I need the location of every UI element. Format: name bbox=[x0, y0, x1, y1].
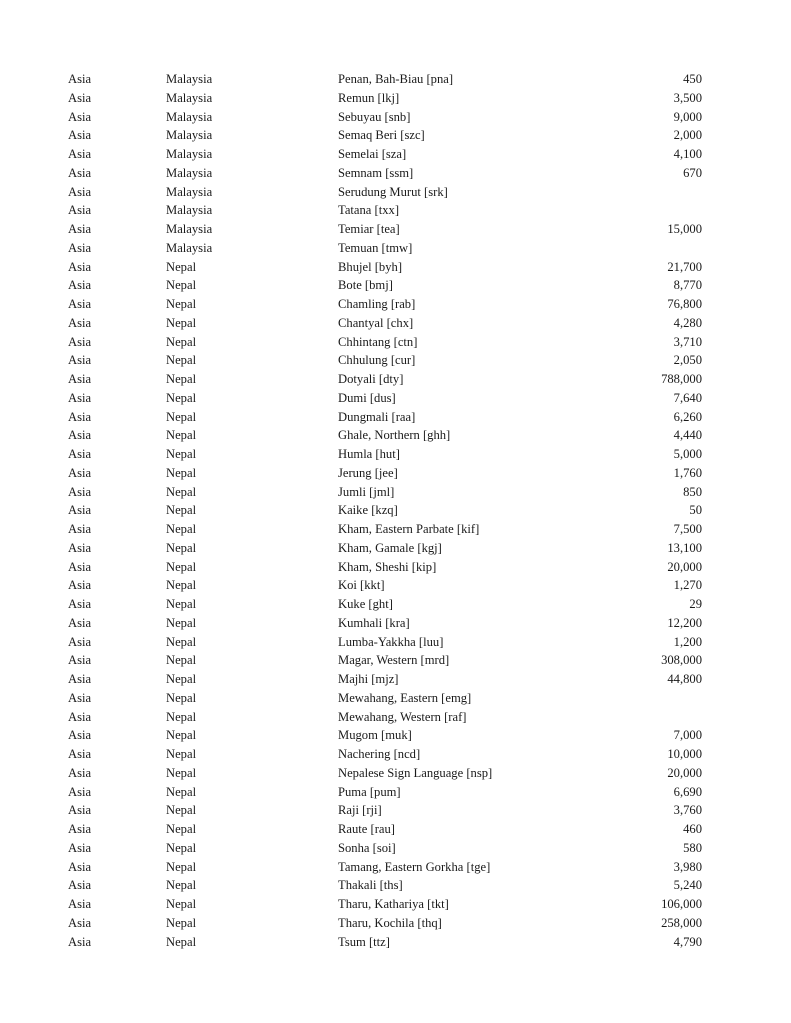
table-row bbox=[0, 295, 791, 314]
table-row bbox=[0, 858, 791, 877]
language-table bbox=[0, 70, 791, 951]
language-cell: Chhintang [ctn] bbox=[338, 334, 418, 349]
country-cell: Malaysia bbox=[166, 72, 213, 86]
language-cell: Thakali [ths] bbox=[338, 878, 403, 893]
region-cell: Asia bbox=[68, 803, 92, 818]
language-cell: Koi [kkt] bbox=[338, 578, 385, 593]
table-row bbox=[0, 933, 791, 952]
country-cell: Nepal bbox=[166, 522, 197, 536]
population-cell: 4,440 bbox=[673, 428, 702, 443]
population-cell: 5,000 bbox=[673, 447, 702, 461]
country-cell: Nepal bbox=[166, 653, 197, 668]
table-row bbox=[0, 914, 791, 933]
region-cell: Asia bbox=[68, 109, 92, 124]
language-cell: Mewahang, Western [raf] bbox=[338, 709, 467, 724]
country-cell: Nepal bbox=[166, 728, 197, 743]
language-cell: Tharu, Kathariya [tkt] bbox=[338, 897, 449, 911]
language-cell: Tharu, Kochila [thq] bbox=[338, 915, 442, 930]
language-cell: Tsum [ttz] bbox=[338, 934, 390, 949]
language-cell: Raji [rji] bbox=[338, 803, 382, 818]
language-cell: Bote [bmj] bbox=[338, 278, 393, 293]
country-cell: Malaysia bbox=[166, 147, 213, 161]
population-cell: 580 bbox=[683, 840, 702, 855]
population-cell: 460 bbox=[683, 822, 702, 836]
population-cell: 8,770 bbox=[673, 278, 702, 293]
language-cell: Ghale, Northern [ghh] bbox=[338, 428, 451, 443]
table-row bbox=[0, 89, 791, 108]
population-cell: 6,690 bbox=[673, 784, 702, 799]
country-cell: Nepal bbox=[166, 315, 197, 330]
country-cell: Malaysia bbox=[166, 128, 213, 143]
region-cell: Asia bbox=[68, 503, 92, 518]
region-cell: Asia bbox=[68, 203, 92, 218]
table-row bbox=[0, 651, 791, 670]
table-row bbox=[0, 876, 791, 895]
table-row bbox=[0, 258, 791, 277]
region-cell: Asia bbox=[68, 840, 92, 855]
region-cell: Asia bbox=[68, 315, 92, 330]
table-row bbox=[0, 895, 791, 914]
country-cell: Nepal bbox=[166, 915, 197, 930]
table-row bbox=[0, 670, 791, 689]
region-cell: Asia bbox=[68, 653, 92, 668]
population-cell: 788,000 bbox=[661, 372, 702, 386]
region-cell: Asia bbox=[68, 822, 92, 836]
population-cell: 7,500 bbox=[673, 522, 702, 536]
population-cell: 3,710 bbox=[673, 334, 702, 349]
table-row bbox=[0, 745, 791, 764]
population-cell: 3,500 bbox=[673, 90, 702, 105]
language-cell: Raute [rau] bbox=[338, 822, 395, 836]
language-cell: Sebuyau [snb] bbox=[338, 109, 411, 124]
language-cell: Temuan [tmw] bbox=[338, 240, 413, 255]
language-cell: Mewahang, Eastern [emg] bbox=[338, 690, 472, 705]
region-cell: Asia bbox=[68, 672, 92, 686]
language-cell: Chamling [rab] bbox=[338, 297, 416, 311]
table-row bbox=[0, 520, 791, 539]
table-row bbox=[0, 333, 791, 352]
language-cell: Dungmali [raa] bbox=[338, 409, 416, 424]
country-cell: Nepal bbox=[166, 447, 197, 461]
population-cell: 3,980 bbox=[673, 859, 702, 874]
table-row bbox=[0, 426, 791, 445]
region-cell: Asia bbox=[68, 859, 92, 874]
table-row bbox=[0, 801, 791, 820]
language-cell: Chantyal [chx] bbox=[338, 315, 414, 330]
region-cell: Asia bbox=[68, 747, 92, 761]
table-row bbox=[0, 164, 791, 183]
population-cell: 20,000 bbox=[667, 559, 702, 574]
region-cell: Asia bbox=[68, 465, 92, 480]
region-cell: Asia bbox=[68, 184, 92, 199]
population-cell: 450 bbox=[683, 72, 702, 86]
table-row bbox=[0, 464, 791, 483]
country-cell: Nepal bbox=[166, 540, 197, 555]
language-cell: Kham, Eastern Parbate [kif] bbox=[338, 522, 480, 536]
table-row bbox=[0, 501, 791, 520]
language-cell: Nachering [ncd] bbox=[338, 747, 421, 761]
language-cell: Jerung [jee] bbox=[338, 465, 398, 480]
region-cell: Asia bbox=[68, 447, 92, 461]
language-cell: Semelai [sza] bbox=[338, 147, 407, 161]
language-cell: Serudung Murut [srk] bbox=[338, 184, 448, 199]
language-cell: Nepalese Sign Language [nsp] bbox=[338, 765, 493, 780]
language-cell: Lumba-Yakkha [luu] bbox=[338, 634, 444, 649]
country-cell: Nepal bbox=[166, 559, 197, 574]
table-row bbox=[0, 183, 791, 202]
population-cell: 7,640 bbox=[673, 390, 702, 405]
language-cell: Remun [lkj] bbox=[338, 90, 400, 105]
population-cell: 2,050 bbox=[673, 353, 702, 368]
country-cell: Nepal bbox=[166, 390, 197, 405]
population-cell: 12,200 bbox=[667, 615, 702, 630]
table-row bbox=[0, 483, 791, 502]
region-cell: Asia bbox=[68, 165, 92, 180]
region-cell: Asia bbox=[68, 128, 92, 143]
language-cell: Dumi [dus] bbox=[338, 390, 396, 405]
region-cell: Asia bbox=[68, 615, 92, 630]
population-cell: 1,270 bbox=[673, 578, 702, 593]
population-cell: 106,000 bbox=[661, 897, 702, 911]
table-row bbox=[0, 558, 791, 577]
region-cell: Asia bbox=[68, 259, 92, 274]
region-cell: Asia bbox=[68, 278, 92, 293]
region-cell: Asia bbox=[68, 915, 92, 930]
country-cell: Nepal bbox=[166, 859, 197, 874]
population-cell: 13,100 bbox=[667, 540, 702, 555]
country-cell: Nepal bbox=[166, 578, 197, 593]
population-cell: 4,280 bbox=[673, 315, 702, 330]
population-cell: 7,000 bbox=[673, 728, 702, 743]
region-cell: Asia bbox=[68, 934, 92, 949]
population-cell: 20,000 bbox=[667, 765, 702, 780]
region-cell: Asia bbox=[68, 728, 92, 743]
table-row bbox=[0, 145, 791, 164]
population-cell: 29 bbox=[689, 597, 702, 611]
table-row bbox=[0, 408, 791, 427]
country-cell: Nepal bbox=[166, 428, 197, 443]
region-cell: Asia bbox=[68, 765, 92, 780]
table-row bbox=[0, 370, 791, 389]
region-cell: Asia bbox=[68, 897, 92, 911]
country-cell: Malaysia bbox=[166, 165, 213, 180]
country-cell: Nepal bbox=[166, 353, 197, 368]
population-cell: 6,260 bbox=[673, 409, 702, 424]
region-cell: Asia bbox=[68, 878, 92, 893]
table-row bbox=[0, 783, 791, 802]
population-cell: 1,200 bbox=[673, 634, 702, 649]
region-cell: Asia bbox=[68, 353, 92, 368]
population-cell: 50 bbox=[689, 503, 702, 518]
region-cell: Asia bbox=[68, 784, 92, 799]
population-cell: 258,000 bbox=[661, 915, 702, 930]
country-cell: Nepal bbox=[166, 615, 197, 630]
region-cell: Asia bbox=[68, 428, 92, 443]
country-cell: Nepal bbox=[166, 803, 197, 818]
language-cell: Temiar [tea] bbox=[338, 222, 400, 236]
population-cell: 44,800 bbox=[667, 672, 702, 686]
country-cell: Nepal bbox=[166, 897, 197, 911]
language-cell: Sonha [soi] bbox=[338, 840, 396, 855]
country-cell: Nepal bbox=[166, 372, 197, 386]
country-cell: Nepal bbox=[166, 503, 197, 518]
table-row bbox=[0, 445, 791, 464]
table-row bbox=[0, 820, 791, 839]
language-cell: Puma [pum] bbox=[338, 784, 401, 799]
language-cell: Kumhali [kra] bbox=[338, 615, 410, 630]
country-cell: Nepal bbox=[166, 878, 197, 893]
country-cell: Nepal bbox=[166, 690, 197, 705]
table-row bbox=[0, 108, 791, 127]
language-cell: Semaq Beri [szc] bbox=[338, 128, 425, 143]
population-cell: 308,000 bbox=[661, 653, 702, 668]
population-cell: 4,790 bbox=[673, 934, 702, 949]
language-cell: Chhulung [cur] bbox=[338, 353, 416, 368]
population-cell: 670 bbox=[683, 165, 702, 180]
table-row bbox=[0, 614, 791, 633]
region-cell: Asia bbox=[68, 578, 92, 593]
country-cell: Nepal bbox=[166, 465, 197, 480]
country-cell: Nepal bbox=[166, 840, 197, 855]
language-cell: Dotyali [dty] bbox=[338, 372, 404, 386]
population-cell: 15,000 bbox=[667, 222, 702, 236]
region-cell: Asia bbox=[68, 690, 92, 705]
table-row bbox=[0, 633, 791, 652]
country-cell: Nepal bbox=[166, 672, 197, 686]
language-cell: Magar, Western [mrd] bbox=[338, 653, 450, 668]
region-cell: Asia bbox=[68, 390, 92, 405]
country-cell: Nepal bbox=[166, 784, 197, 799]
region-cell: Asia bbox=[68, 409, 92, 424]
table-row bbox=[0, 201, 791, 220]
country-cell: Nepal bbox=[166, 822, 197, 836]
region-cell: Asia bbox=[68, 222, 92, 236]
table-row bbox=[0, 839, 791, 858]
region-cell: Asia bbox=[68, 372, 92, 386]
population-cell: 9,000 bbox=[673, 109, 702, 124]
country-cell: Nepal bbox=[166, 747, 197, 761]
table-row bbox=[0, 576, 791, 595]
language-cell: Jumli [jml] bbox=[338, 484, 395, 499]
country-cell: Malaysia bbox=[166, 90, 213, 105]
region-cell: Asia bbox=[68, 297, 92, 311]
country-cell: Malaysia bbox=[166, 240, 213, 255]
country-cell: Nepal bbox=[166, 634, 197, 649]
population-cell: 1,760 bbox=[673, 465, 702, 480]
table-row bbox=[0, 389, 791, 408]
country-cell: Malaysia bbox=[166, 222, 213, 236]
country-cell: Nepal bbox=[166, 765, 197, 780]
table-row bbox=[0, 539, 791, 558]
population-cell: 21,700 bbox=[667, 259, 702, 274]
population-cell: 5,240 bbox=[673, 878, 702, 893]
language-cell: Penan, Bah-Biau [pna] bbox=[338, 72, 454, 86]
country-cell: Nepal bbox=[166, 709, 197, 724]
region-cell: Asia bbox=[68, 484, 92, 499]
table-row bbox=[0, 351, 791, 370]
table-row bbox=[0, 276, 791, 295]
table-row bbox=[0, 726, 791, 745]
region-cell: Asia bbox=[68, 72, 92, 86]
country-cell: Nepal bbox=[166, 297, 197, 311]
country-cell: Malaysia bbox=[166, 203, 213, 218]
country-cell: Nepal bbox=[166, 278, 197, 293]
language-cell: Humla [hut] bbox=[338, 447, 400, 461]
language-cell: Tatana [txx] bbox=[338, 203, 400, 218]
table-row bbox=[0, 708, 791, 727]
population-cell: 850 bbox=[683, 484, 702, 499]
table-row bbox=[0, 126, 791, 145]
population-cell: 76,800 bbox=[667, 297, 702, 311]
region-cell: Asia bbox=[68, 334, 92, 349]
region-cell: Asia bbox=[68, 240, 92, 255]
region-cell: Asia bbox=[68, 559, 92, 574]
table-row bbox=[0, 220, 791, 239]
country-cell: Nepal bbox=[166, 934, 197, 949]
language-cell: Majhi [mjz] bbox=[338, 672, 399, 686]
language-cell: Mugom [muk] bbox=[338, 728, 412, 743]
country-cell: Nepal bbox=[166, 597, 197, 611]
language-cell: Bhujel [byh] bbox=[338, 259, 403, 274]
country-cell: Malaysia bbox=[166, 109, 213, 124]
region-cell: Asia bbox=[68, 709, 92, 724]
table-row bbox=[0, 70, 791, 89]
table-row bbox=[0, 314, 791, 333]
region-cell: Asia bbox=[68, 597, 92, 611]
region-cell: Asia bbox=[68, 90, 92, 105]
table-row bbox=[0, 689, 791, 708]
country-cell: Nepal bbox=[166, 334, 197, 349]
region-cell: Asia bbox=[68, 634, 92, 649]
table-row bbox=[0, 239, 791, 258]
table-row bbox=[0, 764, 791, 783]
population-cell: 2,000 bbox=[673, 128, 702, 143]
region-cell: Asia bbox=[68, 522, 92, 536]
language-cell: Tamang, Eastern Gorkha [tge] bbox=[338, 859, 491, 874]
population-cell: 10,000 bbox=[667, 747, 702, 761]
country-cell: Nepal bbox=[166, 409, 197, 424]
country-cell: Nepal bbox=[166, 259, 197, 274]
population-cell: 4,100 bbox=[673, 147, 702, 161]
region-cell: Asia bbox=[68, 540, 92, 555]
language-cell: Kuke [ght] bbox=[338, 597, 393, 611]
table-row bbox=[0, 595, 791, 614]
country-cell: Malaysia bbox=[166, 184, 213, 199]
language-cell: Semnam [ssm] bbox=[338, 165, 414, 180]
region-cell: Asia bbox=[68, 147, 92, 161]
language-cell: Kham, Sheshi [kip] bbox=[338, 559, 437, 574]
language-cell: Kaike [kzq] bbox=[338, 503, 398, 518]
country-cell: Nepal bbox=[166, 484, 197, 499]
population-cell: 3,760 bbox=[673, 803, 702, 818]
language-cell: Kham, Gamale [kgj] bbox=[338, 540, 442, 555]
